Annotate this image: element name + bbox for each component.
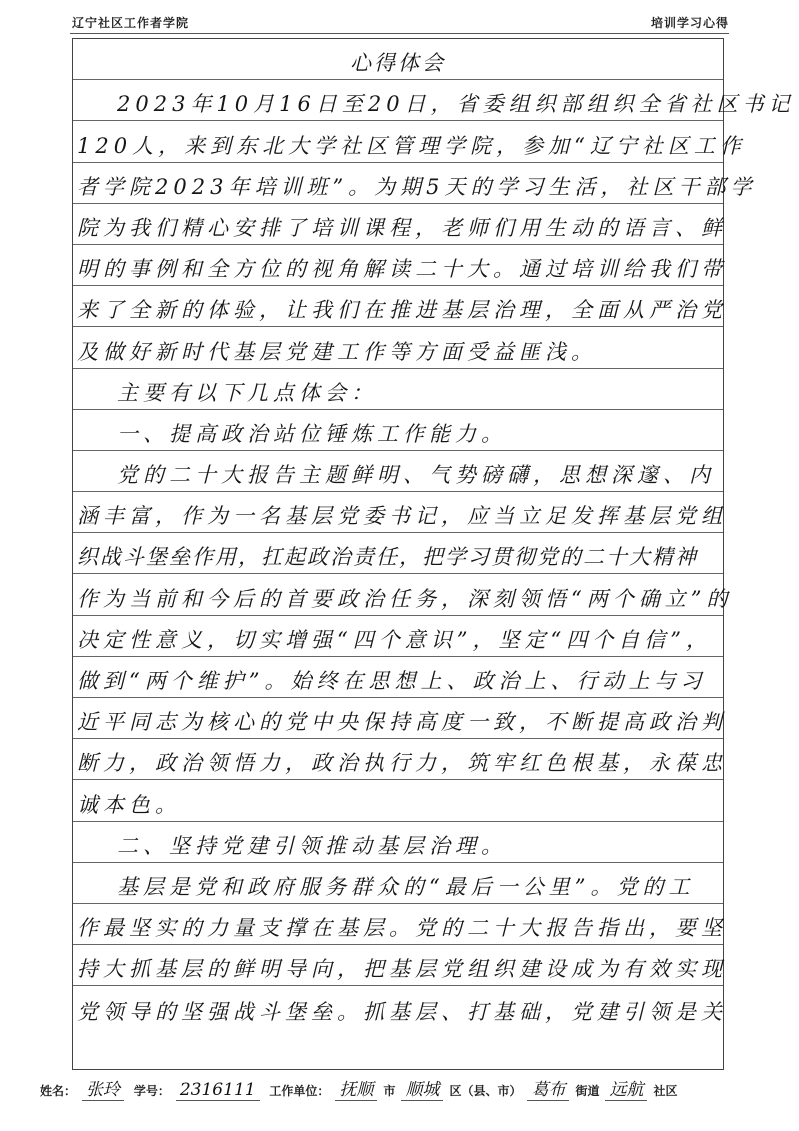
essay-line-text: 党的二十大报告主题鲜明、气势磅礴，思想深邃、内	[117, 463, 715, 488]
street-value: 葛布	[527, 1075, 569, 1101]
header-divider	[70, 33, 729, 34]
essay-line	[73, 245, 727, 286]
essay-line-text: 2023年10月16日至20日，省委组织部组织全省社区书记	[117, 92, 795, 117]
essay-line-text: 明的事例和全方位的视角解读二十大。通过培训给我们带	[77, 257, 727, 282]
street-label: 街道	[575, 1084, 600, 1098]
essay-line	[73, 822, 723, 863]
city-label: 市	[383, 1084, 396, 1098]
essay-line-text: 及做好新时代基层党建工作等方面受益匪浅。	[77, 339, 597, 364]
essay-line	[73, 904, 727, 945]
essay-line-text: 持大抓基层的鲜明导向，把基层党组织建设成为有效实现	[77, 957, 727, 982]
essay-title: 心得体会	[350, 51, 446, 76]
essay-line	[73, 492, 727, 533]
essay-line-text: 作最坚实的力量支撑在基层。党的二十大报告指出，要坚	[77, 916, 727, 941]
essay-line-text: 基层是党和政府服务群众的“最后一公里”。党的工	[117, 874, 695, 899]
student-id-label: 学号：	[133, 1084, 170, 1098]
essay-line-text: 作为当前和今后的首要政治任务，深刻领悟“两个确立”的	[77, 586, 733, 611]
essay-line-text: 者学院2023年培训班”。为期5天的学习生活，社区干部学	[77, 174, 757, 199]
essay-line	[73, 451, 723, 492]
community-label: 社区	[653, 1084, 678, 1098]
essay-line	[73, 616, 723, 657]
essay-line	[73, 780, 723, 821]
name-label: 姓名：	[40, 1084, 77, 1098]
essay-line-text: 近平同志为核心的党中央保持高度一致，不断提高政治判	[77, 710, 727, 735]
district-label: 区（县、市）	[449, 1084, 522, 1098]
essay-line	[73, 121, 746, 162]
essay-line	[73, 163, 757, 204]
essay-line-text: 断力，政治领悟力，政治执行力，筑牢红色根基，永葆忠	[77, 751, 727, 776]
work-unit-label: 工作单位：	[269, 1084, 330, 1098]
community-value: 远航	[605, 1075, 647, 1101]
district-value: 顺城	[401, 1075, 443, 1101]
section-heading-1: 一、提高政治站位锤炼工作能力。	[117, 421, 507, 446]
essay-line	[73, 80, 795, 121]
essay-line	[73, 533, 723, 574]
essay-line-text: 做到“两个维护”。始终在思想上、政治上、行动上与习	[77, 669, 707, 693]
name-value: 张玲	[82, 1075, 124, 1101]
essay-line-text: 织战斗堡垒作用，扛起政治责任，把学习贯彻党的二十大精神	[77, 545, 698, 570]
essay-line	[73, 574, 733, 615]
header-right-title: 培训学习心得	[650, 16, 729, 30]
essay-line-text: 来了全新的体验，让我们在推进基层治理，全面从严治党	[77, 298, 727, 323]
essay-line	[73, 945, 727, 986]
essay-line	[73, 286, 727, 327]
essay-line-text: 院为我们精心安排了培训课程，老师们用生动的语言、鲜	[77, 215, 727, 240]
essay-line	[73, 986, 727, 1027]
essay-line	[73, 863, 723, 904]
student-info-footer	[40, 1075, 769, 1101]
essay-line	[73, 369, 723, 410]
essay-line-text: 党领导的坚强战斗堡垒。抓基层、打基础，党建引领是关	[77, 999, 727, 1024]
student-id-value: 2316111	[176, 1080, 260, 1101]
essay-line-text: 诚本色。	[77, 792, 181, 817]
city-value: 抚顺	[335, 1075, 377, 1101]
section-heading-2: 二、坚持党建引领推动基层治理。	[117, 833, 507, 858]
essay-line-text: 涵丰富，作为一名基层党委书记，应当立足发挥基层党组	[77, 504, 727, 529]
essay-title-line	[73, 39, 723, 80]
essay-line-text: 主要有以下几点体会：	[117, 380, 377, 405]
essay-line	[73, 739, 727, 780]
essay-line	[73, 327, 723, 368]
essay-line	[73, 410, 723, 451]
essay-line	[73, 698, 727, 739]
essay-line-text: 120人，来到东北大学社区管理学院，参加“辽宁社区工作	[77, 133, 746, 158]
lined-writing-sheet	[72, 38, 795, 1070]
header-left-title: 辽宁社区工作者学院	[72, 16, 190, 30]
essay-line-text: 决定性意义，切实增强“四个意识”，坚定“四个自信”，	[77, 627, 712, 652]
essay-line	[73, 204, 727, 245]
essay-line	[73, 657, 723, 698]
